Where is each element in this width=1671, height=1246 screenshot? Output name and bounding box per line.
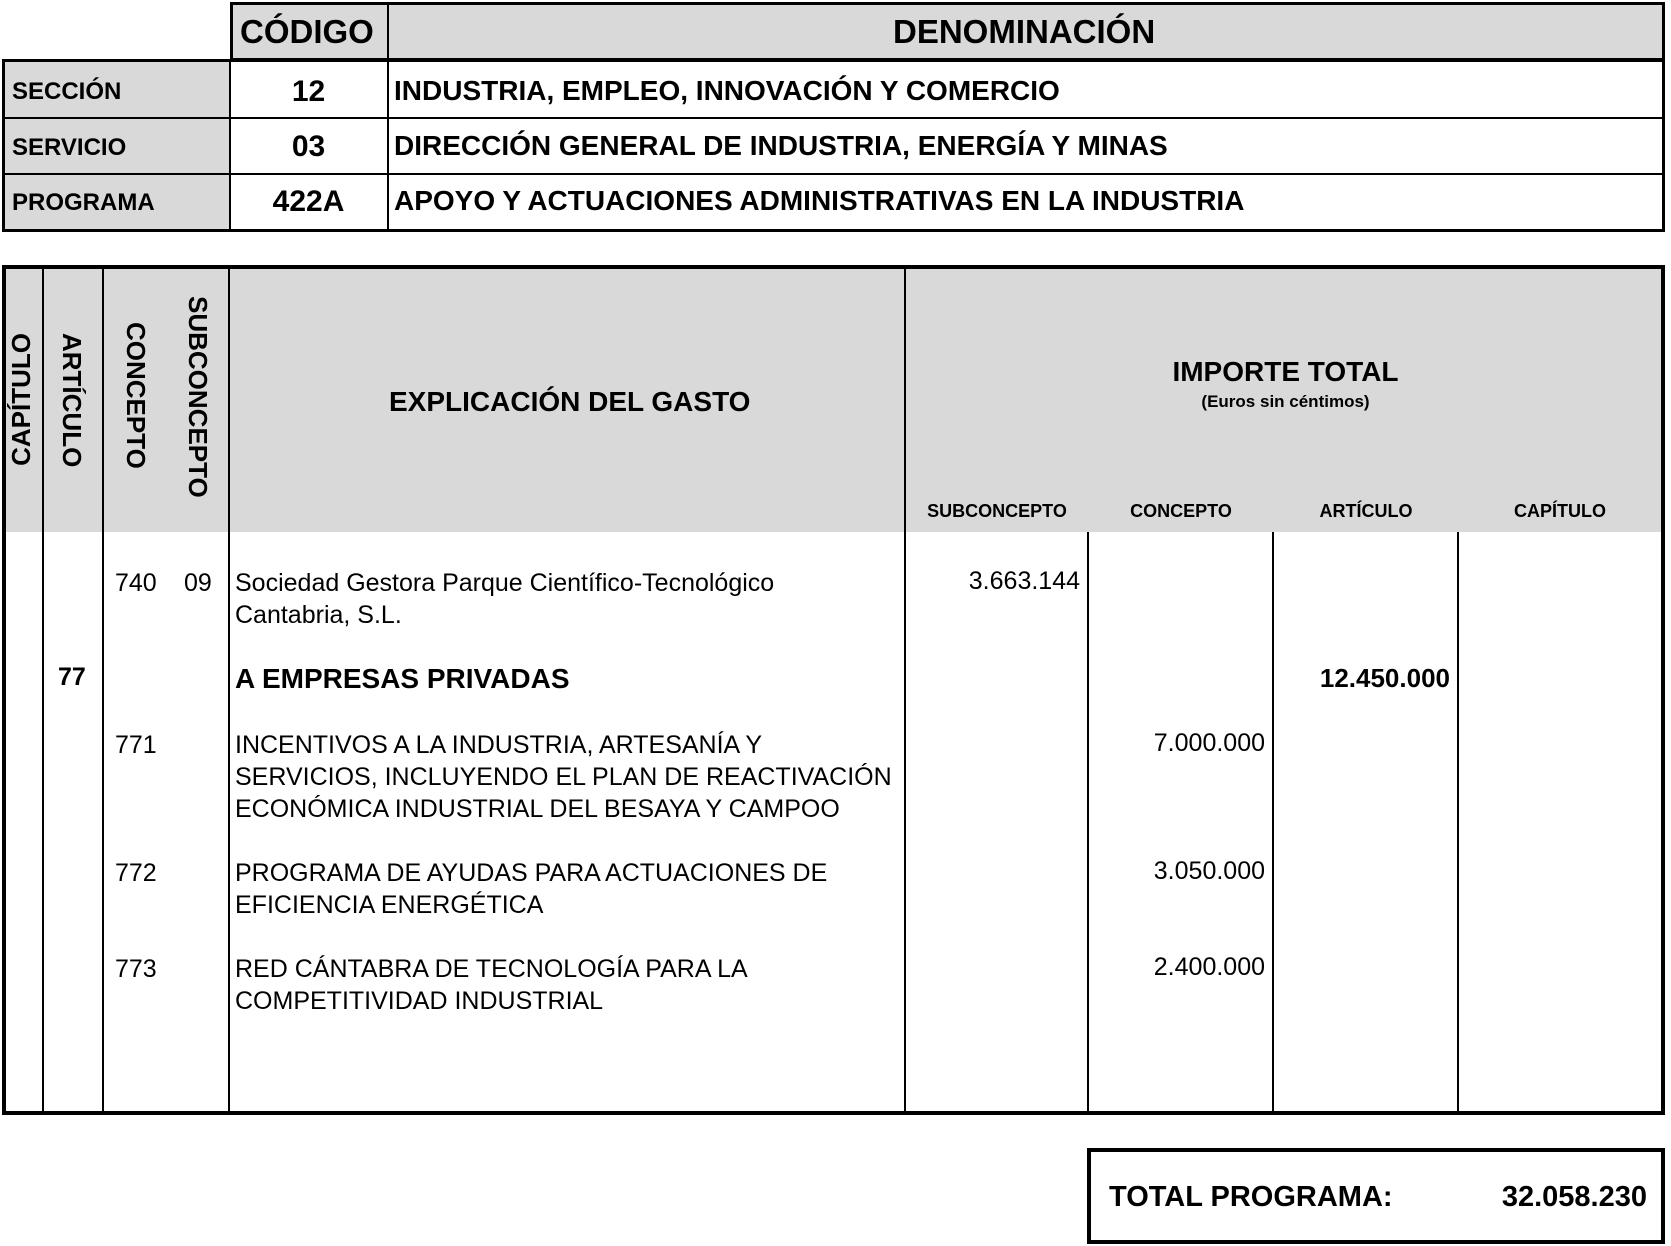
expense-description-line: PROGRAMA DE AYUDAS PARA ACTUACIONES DE bbox=[235, 859, 828, 887]
concepto-amount: 3.050.000 bbox=[1153, 857, 1265, 885]
concepto-code: 773 bbox=[115, 955, 157, 983]
subheader-capitulo: CAPÍTULO bbox=[1514, 501, 1606, 521]
servicio-code: 03 bbox=[291, 130, 326, 163]
divider bbox=[102, 265, 104, 1115]
concepto-header: CONCEPTO bbox=[121, 322, 151, 469]
total-programa-box bbox=[1087, 1148, 1665, 1244]
total-programa-value: 32.058.230 bbox=[1501, 1181, 1647, 1213]
programa-name: APOYO Y ACTUACIONES ADMINISTRATIVAS EN LA INDUSTRIA bbox=[394, 185, 1245, 216]
denominacion-header: DENOMINACIÓN bbox=[893, 13, 1156, 50]
divider bbox=[2, 173, 1665, 175]
concepto-code: 771 bbox=[115, 731, 157, 759]
importe-total-header: IMPORTE TOTAL bbox=[1172, 356, 1399, 387]
servicio-label: SERVICIO bbox=[12, 134, 127, 161]
expense-description-line: INCENTIVOS A LA INDUSTRIA, ARTESANÍA Y bbox=[235, 731, 763, 759]
divider bbox=[1272, 532, 1274, 1115]
divider bbox=[1087, 532, 1089, 1115]
expense-description-line: ECONÓMICA INDUSTRIAL DEL BESAYA Y CAMPOO bbox=[235, 795, 840, 823]
subconcepto-code: 09 bbox=[184, 569, 212, 597]
programa-code: 422A bbox=[272, 185, 345, 218]
divider bbox=[228, 265, 230, 1115]
expense-description-line: Sociedad Gestora Parque Científico-Tecnológico bbox=[235, 569, 775, 597]
capitulo-header: CAPÍTULO bbox=[6, 333, 36, 466]
subconcepto-amount: 3.663.144 bbox=[968, 567, 1080, 595]
expense-description-line: COMPETITIVIDAD INDUSTRIAL bbox=[235, 987, 604, 1015]
importe-note: (Euros sin céntimos) bbox=[1201, 392, 1370, 411]
explicacion-header: EXPLICACIÓN DEL GASTO bbox=[389, 386, 751, 417]
divider bbox=[2, 117, 1665, 119]
concepto-code: 772 bbox=[115, 859, 157, 887]
concepto-amount: 2.400.000 bbox=[1153, 953, 1265, 981]
articulo-header: ARTÍCULO bbox=[57, 333, 87, 468]
articulo-title: A EMPRESAS PRIVADAS bbox=[235, 663, 570, 694]
codigo-header: CÓDIGO bbox=[240, 13, 374, 50]
divider bbox=[1457, 532, 1459, 1115]
articulo-code: 77 bbox=[58, 663, 86, 691]
subconcepto-header: SUBCONCEPTO bbox=[183, 296, 213, 498]
divider bbox=[42, 265, 44, 1115]
seccion-label: SECCIÓN bbox=[12, 78, 122, 105]
articulo-amount: 12.450.000 bbox=[1319, 663, 1450, 693]
seccion-code: 12 bbox=[291, 75, 326, 108]
expense-description-line: RED CÁNTABRA DE TECNOLOGÍA PARA LA bbox=[235, 955, 748, 983]
concepto-code: 740 bbox=[115, 569, 157, 597]
expense-description-line: EFICIENCIA ENERGÉTICA bbox=[235, 891, 544, 919]
subheader-concepto: CONCEPTO bbox=[1130, 501, 1232, 521]
concepto-amount: 7.000.000 bbox=[1153, 729, 1265, 757]
seccion-name: INDUSTRIA, EMPLEO, INNOVACIÓN Y COMERCIO bbox=[394, 75, 1060, 106]
servicio-name: DIRECCIÓN GENERAL DE INDUSTRIA, ENERGÍA Y MINAS bbox=[394, 130, 1168, 161]
expense-description-line: Cantabria, S.L. bbox=[235, 601, 402, 629]
subheader-articulo: ARTÍCULO bbox=[1319, 501, 1413, 521]
programa-label: PROGRAMA bbox=[12, 189, 155, 216]
subheader-subconcepto: SUBCONCEPTO bbox=[927, 501, 1067, 521]
total-programa-label: TOTAL PROGRAMA: bbox=[1109, 1181, 1393, 1213]
expense-description-line: SERVICIOS, INCLUYENDO EL PLAN DE REACTIVACIÓN bbox=[235, 763, 892, 791]
